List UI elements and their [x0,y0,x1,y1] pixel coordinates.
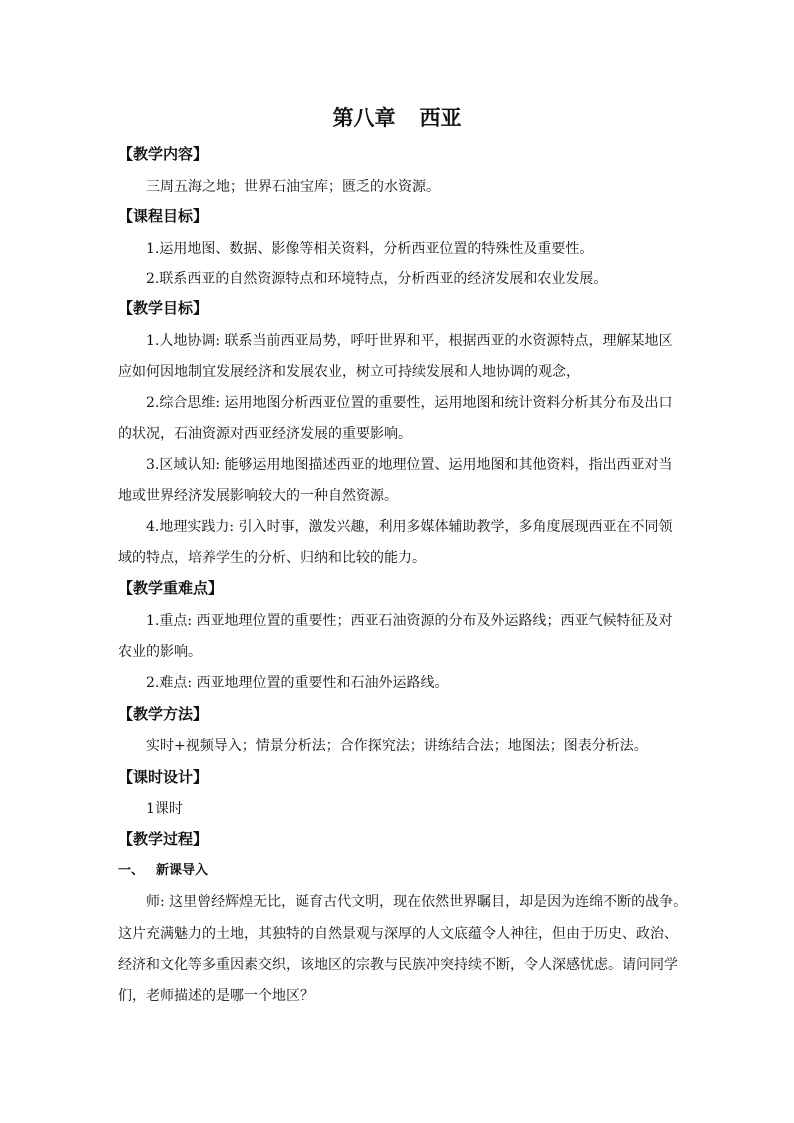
paragraph: 2.难点: 西亚地理位置的重要性和石油外运路线。 [146,675,449,691]
paragraph: 1.人地协调: 联系当前西亚局势，呼吁世界和平，根据西亚的水资源特点，理解某地区 [146,333,673,349]
heading-teaching-content: 【教学内容】 [118,145,209,163]
paragraph: 1.重点: 西亚地理位置的重要性；西亚石油资源的分布及外运路线；西亚气候特征及对 [146,613,673,629]
paragraph: 实时+视频导入；情景分析法；合作探究法；讲练结合法；地图法；图表分析法。 [146,738,648,754]
paragraph: 2.联系西亚的自然资源特点和环境特点，分析西亚的经济发展和农业发展。 [146,271,608,287]
paragraph: 3.区域认知: 能够运用地图描述西亚的地理位置、运用地图和其他资料，指出西亚对当 [146,457,673,473]
heading-teaching-methods: 【教学方法】 [118,705,209,723]
paragraph: 这片充满魅力的土地，其独特的自然景观与深厚的人文底蕴令人神往，但由于历史、政治、 [118,926,678,942]
chapter-number: 第八章 [332,106,396,130]
heading-course-objectives: 【课程目标】 [118,207,209,225]
paragraph: 农业的影响。 [118,644,202,660]
paragraph: 的状况，石油资源对西亚经济发展的重要影响。 [118,426,412,442]
section-label: 新课导入 [156,863,209,878]
paragraph: 应如何因地制宜发展经济和发展农业，树立可持续发展和人地协调的观念， [118,364,580,380]
section-number: 一、 [118,863,145,878]
chapter-name: 西亚 [419,106,462,130]
page-title [0,104,794,132]
paragraph: 4.地理实践力: 引入时事，激发兴趣，利用多媒体辅助教学，多角度展现西亚在不同领 [146,519,673,535]
heading-teaching-process: 【教学过程】 [118,830,209,848]
paragraph: 三周五海之地；世界石油宝库；匮乏的水资源。 [146,179,440,195]
heading-teaching-goals: 【教学目标】 [118,299,209,317]
section-heading [0,861,794,881]
paragraph: 域的特点，培养学生的分析、归纳和比较的能力。 [118,550,426,566]
paragraph: 们，老师描述的是哪一个地区？ [118,988,314,1004]
heading-lesson-design: 【课时设计】 [118,768,209,786]
heading-key-points: 【教学重难点】 [118,579,224,597]
paragraph: 地或世界经济发展影响较大的一种自然资源。 [118,488,398,504]
paragraph: 1.运用地图、数据、影像等相关资料，分析西亚位置的特殊性及重要性。 [146,241,594,257]
paragraph: 1课时 [146,801,183,817]
paragraph: 经济和文化等多重因素交织，该地区的宗教与民族冲突持续不断，令人深感忧虑。请问同学 [118,957,678,973]
paragraph: 2.综合思维: 运用地图分析西亚位置的重要性，运用地图和统计资料分析其分布及出口 [146,395,673,411]
paragraph: 师: 这里曾经辉煌无比，诞育古代文明，现在依然世界瞩目，却是因为连绵不断的战争。 [146,894,688,910]
